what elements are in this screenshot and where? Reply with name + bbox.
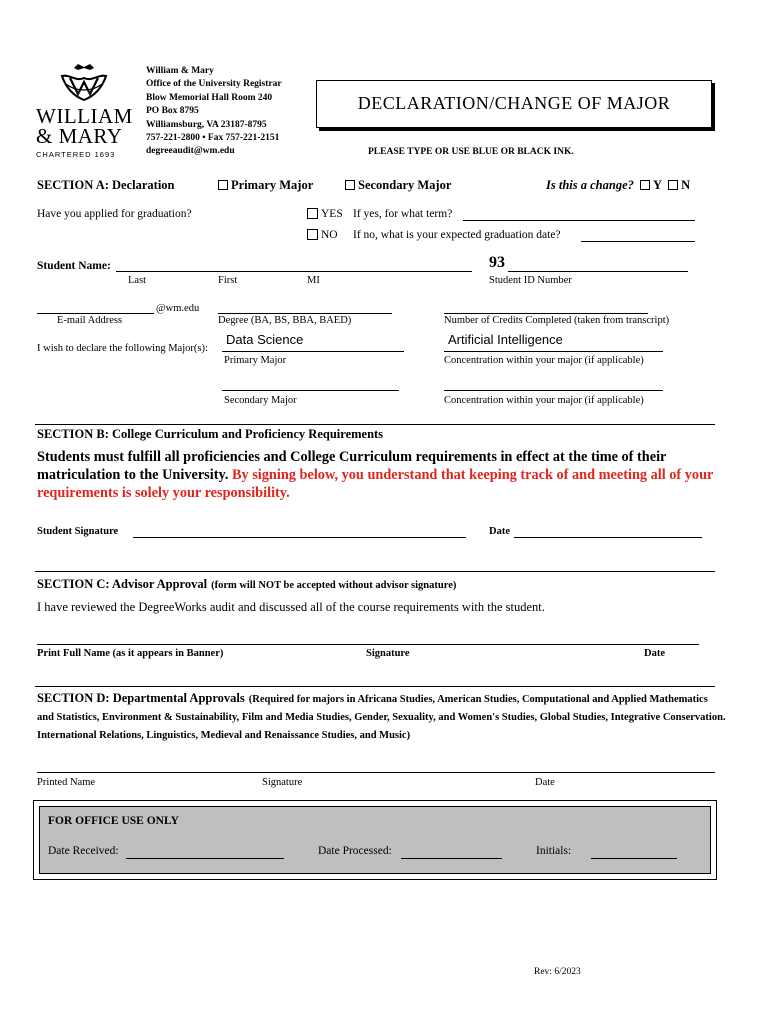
email-field[interactable] (37, 313, 154, 314)
address-line: Williamsburg, VA 23187-8795 (146, 119, 267, 130)
section-d-heading (37, 690, 727, 744)
secondary-major-field[interactable] (222, 390, 399, 391)
primary-major-field-label: Primary Major (224, 355, 287, 366)
date-processed-field[interactable] (401, 858, 502, 859)
expected-graduation-field[interactable] (581, 241, 695, 242)
section-c-rule (35, 571, 715, 572)
cypher-crest-icon (36, 62, 132, 104)
section-b-statement (37, 448, 737, 502)
revision-date: Rev: 6/2023 (534, 967, 581, 977)
student-signature-label: Student Signature (37, 526, 119, 537)
department-signature-label: Signature (262, 777, 303, 788)
address-line: 757-221-2800 • Fax 757-221-2151 (146, 133, 280, 144)
address-line: Blow Memorial Hall Room 240 (146, 92, 273, 103)
section-c-heading (37, 575, 456, 593)
student-id-label: Student ID Number (489, 275, 572, 286)
advisor-print-name-label: Print Full Name (as it appears in Banner) (37, 648, 224, 659)
graduation-no-option[interactable] (307, 229, 338, 242)
section-a-title: SECTION A: Declaration (37, 178, 175, 192)
registrar-address (146, 65, 282, 159)
student-name-field[interactable] (116, 271, 472, 272)
address-line: PO Box 8795 (146, 106, 199, 117)
address-line: Office of the University Registrar (146, 79, 282, 90)
degree-field[interactable] (218, 313, 392, 314)
primary-major-field[interactable] (222, 351, 404, 352)
student-id-value[interactable]: 93 (489, 254, 505, 271)
date-received-label: Date Received: (48, 845, 119, 857)
office-use-inner (39, 806, 711, 874)
checkbox-icon[interactable] (668, 180, 678, 190)
yes-term-label: If yes, for what term? (353, 208, 453, 220)
name-last-label: Last (128, 275, 147, 286)
section-d-title: SECTION D: Departmental Approvals (37, 691, 245, 705)
section-b-rule (35, 424, 715, 425)
graduation-yes-option[interactable] (307, 208, 343, 221)
name-first-label: First (218, 275, 238, 286)
section-d-rule (35, 686, 715, 687)
concentration-field-label: Concentration within your major (if applicable) (444, 355, 644, 366)
date-received-field[interactable] (126, 858, 284, 859)
department-date-label: Date (535, 777, 555, 788)
email-label: E-mail Address (57, 315, 123, 326)
checkbox-icon[interactable] (640, 180, 650, 190)
primary-major-input[interactable]: Data Science (226, 332, 304, 347)
checkbox-icon[interactable] (307, 229, 318, 240)
credits-label: Number of Credits Completed (taken from transcript) (444, 315, 670, 326)
concentration-field-2[interactable] (444, 390, 663, 391)
logo-word-william: WILLIAM (36, 104, 133, 128)
office-use-title: FOR OFFICE USE ONLY (48, 815, 179, 827)
student-date-field[interactable] (514, 537, 702, 538)
advisor-signature-field[interactable] (37, 644, 699, 645)
initials-label: Initials: (536, 845, 572, 857)
student-id-field[interactable] (508, 271, 688, 272)
section-c-subtitle: (form will NOT be accepted without advisor signature) (211, 580, 457, 591)
checkbox-icon[interactable] (307, 208, 318, 219)
office-use-box (33, 800, 717, 880)
section-b-title: SECTION B: College Curriculum and Proficiency Requirements (37, 427, 384, 441)
form-title: DECLARATION/CHANGE OF MAJOR (357, 93, 671, 113)
requirements-statement: Students must fulfill all proficiencies and College Curriculum requirements in effect at the time of their matriculation to the University. (37, 449, 667, 483)
change-no-label: N (681, 178, 691, 192)
department-signature-field[interactable] (37, 772, 715, 773)
concentration-field-label-2: Concentration within your major (if applicable) (444, 395, 644, 406)
yes-label: YES (321, 208, 343, 221)
credits-field[interactable] (444, 313, 648, 314)
change-question (546, 178, 690, 193)
secondary-major-option[interactable] (345, 178, 451, 193)
graduation-question: Have you applied for graduation? (37, 208, 192, 220)
date-processed-label: Date Processed: (318, 845, 392, 857)
initials-field[interactable] (591, 858, 677, 859)
department-printed-name-label: Printed Name (37, 777, 96, 788)
yes-term-field[interactable] (463, 220, 695, 221)
advisor-statement: I have reviewed the DegreeWorks audit and discussed all of the course requirements with the student. (37, 600, 545, 614)
primary-major-label: Primary Major (231, 178, 314, 192)
logo-chartered: CHARTERED 1693 (36, 150, 116, 159)
address-line: William & Mary (146, 66, 214, 76)
responsibility-warning: By signing below, you understand that keeping track of and meeting all of your requirements is solely your responsibility. (37, 467, 714, 501)
student-signature-field[interactable] (133, 537, 466, 538)
logo-word-mary: & MARY (36, 124, 123, 148)
no-label: NO (321, 229, 338, 242)
name-mi-label: MI (307, 275, 320, 286)
section-c-title: SECTION C: Advisor Approval (37, 577, 208, 591)
concentration-input[interactable]: Artificial Intelligence (448, 332, 563, 347)
advisor-date-label: Date (644, 648, 665, 659)
checkbox-icon[interactable] (345, 180, 355, 190)
degree-label: Degree (BA, BS, BBA, BAED) (218, 315, 352, 326)
advisor-signature-label: Signature (366, 648, 410, 659)
email-domain: @wm.edu (156, 303, 200, 314)
secondary-major-field-label: Secondary Major (224, 395, 297, 406)
university-logo (36, 62, 132, 160)
ink-note: PLEASE TYPE OR USE BLUE OR BLACK INK. (368, 147, 574, 157)
no-date-label: If no, what is your expected graduation date? (353, 229, 561, 241)
student-date-label: Date (489, 526, 510, 537)
concentration-field[interactable] (444, 351, 663, 352)
checkbox-icon[interactable] (218, 180, 228, 190)
declare-label: I wish to declare the following Major(s): (37, 343, 208, 354)
change-question-label: Is this a change? (546, 178, 634, 192)
form-title-box (316, 80, 712, 128)
address-line: degreeaudit@wm.edu (146, 146, 235, 157)
student-name-label: Student Name: (37, 260, 111, 272)
primary-major-option[interactable] (218, 178, 313, 193)
section-d-details: (Required for majors in Africana Studies, American Studies, Computational and Applied Mathematics and Statistics, Environment & Sustainability, Film and Media Studies, Gender, Sexuality, and Women's Studies, Global Studies, Integrative Conservation. International Relations, Linguistics, Medieval and Renaissance Studies, and Music) (37, 694, 726, 741)
change-yes-label: Y (653, 178, 663, 192)
secondary-major-label: Secondary Major (358, 178, 452, 192)
